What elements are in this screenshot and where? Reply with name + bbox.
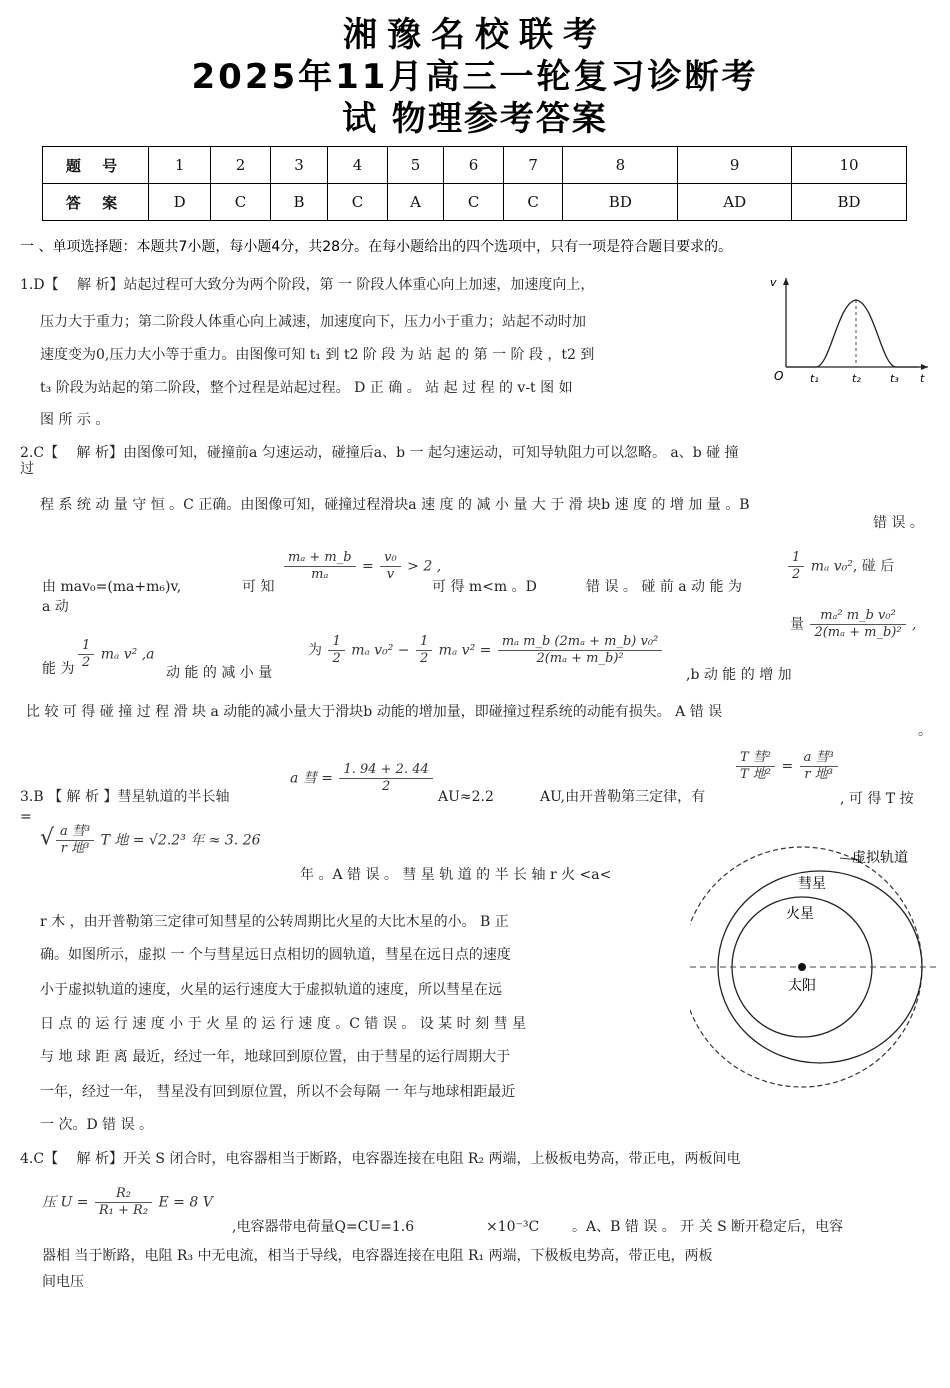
fraction: $\frac{\text{a 彗³}}{\text{r 地³}}$ [56,824,94,857]
q1-line-2: 压力大于重力；第二阶段人体重心向上减速，加速度向下，压力小于重力；站起不动时加 [40,314,586,330]
q3-line-1a: 3.B 【 解 析 】彗星轨道的半长轴 [20,789,230,805]
q4-line-4: 间电压 [42,1274,84,1290]
table-cell: C [328,184,388,221]
table-cell: BD [792,184,907,221]
fraction: $\frac{1}{2}$ [416,634,432,667]
q4-voltage-formula: 压 U = $\frac{\text{R₂}}{\text{R₁ + R₂}}$ E = 8 V [42,1186,213,1218]
table-cell: B [270,184,327,221]
q4-line-2e: 。A、B 错 误 。 开 关 S 断开稳定后，电容 [572,1219,844,1235]
graph-t3-label: t₃ [890,372,899,385]
q2-line-4c: 动 能 的 减 小 量 [166,665,273,681]
q4-line-3: 器相 当于断路，电阻 R₃ 中无电流，相当于导线，电容器连接在电阻 R₁ 两端，下极板电势高，带正电，两板 [42,1248,713,1264]
table-cell: 9 [678,147,792,184]
title-line-1: 湘豫名校联考 [343,15,607,55]
title-line-3: 试 物理参考答案 [342,99,608,139]
table-cell: 8 [563,147,678,184]
mars-label: 火星 [786,906,814,922]
virtual-orbit-label: 虚拟轨道 [852,850,908,866]
q3-line-1d: , 可 得 T 按 [840,791,914,807]
q2-kinetic-before: $\frac{1}{2}$ mₐ v₀², 碰 后 [786,550,894,583]
q1-line-5: 图 所 示 。 [40,412,110,428]
q2-line-2b: 错 误 。 [873,515,924,531]
fraction: $\frac{\text{R₂}}{\text{R₁ + R₂}}$ [95,1186,152,1219]
q3-line-6: 小于虚拟轨道的速度，火星的运行速度大于虚拟轨道的速度，所以彗星在远 [40,982,502,998]
q2-energy-gain-formula: 量 $\frac{\text{mₐ² m\_b v₀²}}{\text{2(mₐ + m\_b)²}}$ , [790,608,917,640]
section-heading: 一 、单项选择题：本题共7小题，每小题4分，共28分。在每小题给出的四个选项中，只有一项是符合题目要求的。 [20,239,733,255]
q2-line-3c: 可 得 m<m 。D [432,579,537,595]
title-line-2: 2025年11月高三一轮复习诊断考 [191,57,759,97]
graph-t2-label: t₂ [852,372,861,385]
q4-line-1: 4.C【 解 析】开关 S 闭合时，电容器相当于断路，电容器连接在电阻 R₂ 两端，上极板电势高，带正电，两板间电 [20,1151,741,1167]
q3-line-5: 确。如图所示，虚拟 一 个与彗星远日点相切的圆轨道，彗星在远日点的速度 [40,947,511,963]
table-cell: 5 [387,147,444,184]
table-row-answers [43,184,907,221]
q3-line-10: 一 次。D 错 误 。 [40,1117,154,1133]
q3-line-7: 日 点 的 运 行 速 度 小 于 火 星 的 运 行 速 度 。C 错 误 。 设 某 时 刻 彗 星 [40,1016,526,1032]
fraction: $\frac{\text{mₐ² m\_b v₀²}}{\text{2(mₐ + m\_b)²}}$ [810,608,905,641]
table-cell: 6 [444,147,504,184]
table-cell: AD [678,184,792,221]
q1-line-1: 1.D【 解 析】站起过程可大致分为两个阶段，第 一 阶段人体重心向上加速，加速度向上， [20,277,595,293]
answer-table [42,146,907,221]
graph-v-label: v [770,276,777,289]
q2-line-3a: 由 mav₀=(ma+m₆)v, [42,579,182,595]
q2-line-5: 比 较 可 得 碰 撞 过 程 滑 块 a 动能的减小量大于滑块b 动能的增加量，即碰撞过程系统的动能有损失。 A 错 误 [26,704,723,720]
table-cell: 1 [149,147,211,184]
fraction: $\frac{\text{T 彗²}}{\text{T 地²}}$ [736,750,775,783]
table-cell: C [444,184,504,221]
q3-line-3: 年 。A 错 误 。 彗 星 轨 道 的 半 长 轴 r 火 <a< [300,867,612,883]
sun-icon [798,963,806,971]
q2-line-3d: 错 误 。 碰 前 a 动 能 为 [586,579,742,595]
q4-line-2c: ,电容器带电荷量Q=CU=1.6 [232,1219,415,1235]
fraction: $\frac{1}{2}$ [328,634,344,667]
row-label-number: 题 号 [43,147,149,184]
table-cell: BD [563,184,678,221]
graph-origin-label: O [774,369,784,383]
fraction: $\frac{\text{a 彗³}}{\text{r 地³}}$ [800,750,838,783]
q2-kinetic-after: $\frac{1}{2}$ mₐ v² ,a [76,638,155,671]
q2-line-1: 2.C【 解 析】由图像可知，碰撞前a 匀速运动，碰撞后a、b 一 起匀速运动，可知导轨阻力可以忽略。 a、b 碰 撞 [20,445,739,461]
fraction: $\frac{1. 94 + 2. 44}{2}$ [339,762,432,795]
q3-orbit-diagram [690,840,945,1102]
q1-line-3: 速度变为0,压力大小等于重力。由图像可知 t₁ 到 t2 阶 段 为 站 起 的 第 一 阶 段 ，t2 到 [40,347,595,363]
fraction: $\frac{1}{2}$ [788,550,804,583]
q3-line-1c: AU,由开普勒第三定律，有 [540,789,706,805]
comet-label: 彗星 [798,876,826,892]
table-cell: 10 [792,147,907,184]
q4-line-2d: ×10⁻³C [486,1219,540,1235]
q3-line-9: 一年，经过一年， 彗星没有回到原位置，所以不会每隔 一 年与地球相距最近 [40,1084,516,1100]
q3-semi-major-axis-formula: a 彗 = $\frac{1. 94 + 2. 44}{2}$ [290,762,435,795]
fraction: $\frac{1}{2}$ [78,638,94,671]
y-axis-arrow-icon [783,278,789,285]
row-label-answer: 答 案 [43,184,149,221]
q3-line-8: 与 地 球 距 离 最近，经过一年，地球回到原位置，由于彗星的运行周期大于 [40,1049,511,1065]
sun-label: 太阳 [788,978,816,994]
x-axis-arrow-icon [921,364,928,370]
table-row-numbers [43,147,907,184]
q1-force-time-graph [768,272,938,388]
table-cell: 7 [503,147,563,184]
q2-line-3g: a 动 [42,599,69,615]
table-cell: 2 [211,147,271,184]
graph-t-label: t [920,372,925,385]
fraction: $\frac{\text{mₐ + m\_b}}{\text{mₐ}}$ [284,550,356,583]
q3-line-1b: AU≈2.2 [438,789,494,805]
q2-energy-loss-formula: 为 $\frac{1}{2}$ mₐ v₀² − $\frac{1}{2}$ mₐ v² = $\frac{\text{mₐ m\_b (2mₐ + m\_b) v₀²}}{\text{2(mₐ + m\_b)²}}$ [308,634,664,667]
q3-kepler-formula: $\frac{\text{T 彗²}}{\text{T 地²}}$ = $\frac{\text{a 彗³}}{\text{r 地³}}$ [734,750,840,783]
q2-ratio-formula: $\frac{\text{mₐ + m\_b}}{\text{mₐ}}$ = $\frac{\text{v₀}}{v}$ > 2 , [282,550,441,583]
q3-line-1e: = [20,809,32,825]
table-cell: 4 [328,147,388,184]
q2-line-4h: ,b 动 能 的 增 加 [686,667,792,683]
q2-line-5b: 。 [918,723,932,739]
table-cell: C [503,184,563,221]
q2-line-2: 程 系 统 动 量 守 恒 。C 正确。由图像可知，碰撞过程滑块a 速 度 的 减 小 量 大 于 滑 块b 速 度 的 增 加 量 。B [40,497,750,513]
table-cell: D [149,184,211,221]
fraction: $\frac{\text{v₀}}{v}$ [380,550,401,583]
q2-line-3b: 可 知 [242,579,275,595]
graph-t1-label: t₁ [810,372,819,385]
table-cell: C [211,184,271,221]
q2-line-4a: 能 为 [42,661,75,677]
q3-period-formula: √ $\frac{\text{a 彗³}}{\text{r 地³}}$ T 地 = √2.2³ 年 ≈ 3. 26 [40,824,261,856]
table-cell: 3 [270,147,327,184]
graph-curve [786,300,918,367]
table-cell: A [387,184,444,221]
q3-line-4: r 木 ，由开普勒第三定律可知彗星的公转周期比火星的大比木星的小。 B 正 [40,914,509,930]
q2-line-1b: 过 [20,461,34,477]
q1-line-4: t₃ 阶段为站起的第二阶段，整个过程是站起过程。 D 正 确 。 站 起 过 程 的 v-t 图 如 [40,380,573,396]
fraction: $\frac{\text{mₐ m\_b (2mₐ + m\_b) v₀²}}{\text{2(mₐ + m\_b)²}}$ [498,634,662,667]
